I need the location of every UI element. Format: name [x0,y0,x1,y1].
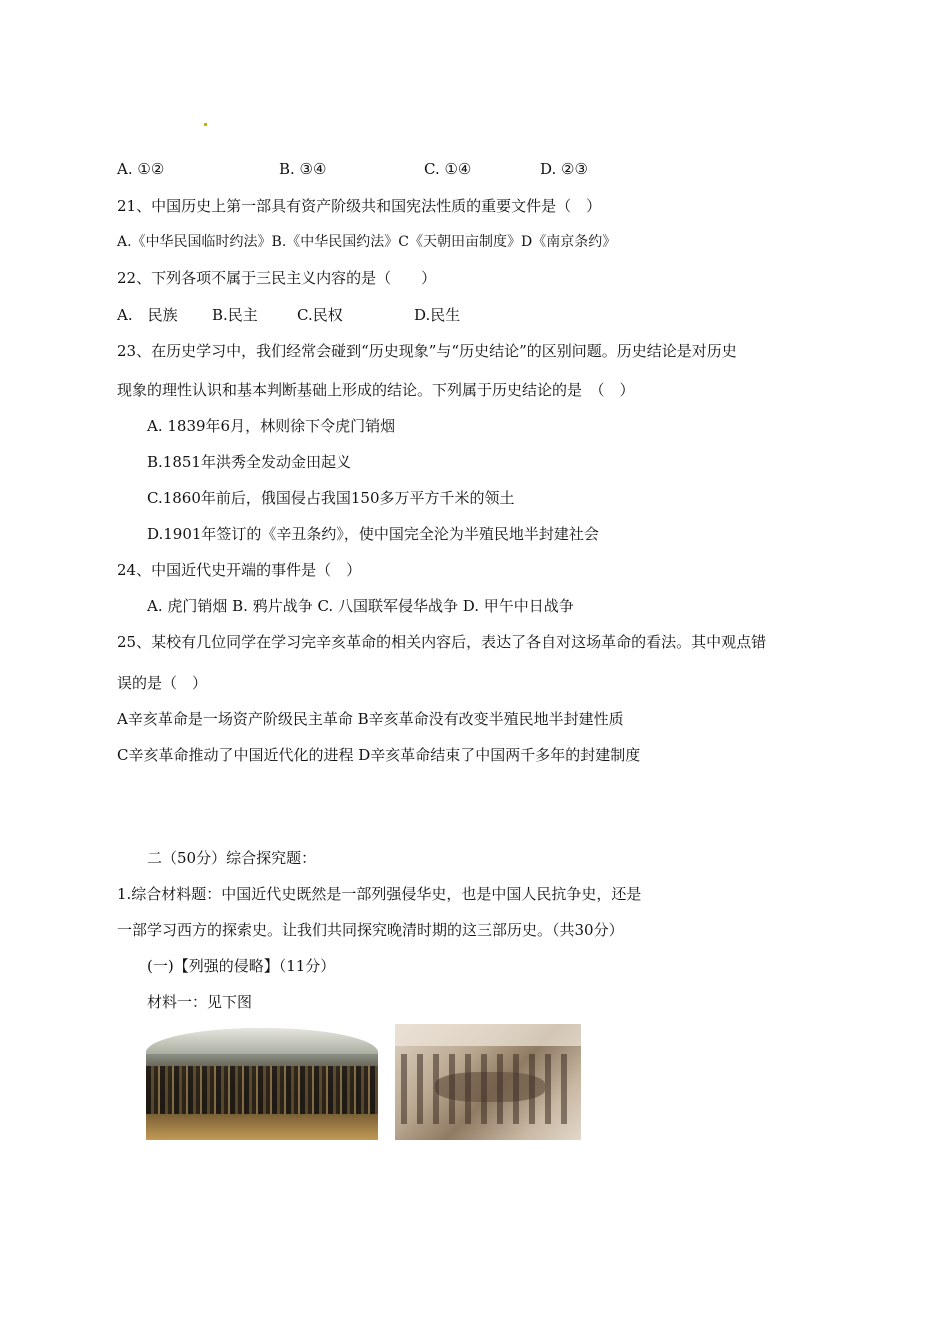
q20-option-b: B. ③④ [279,160,327,178]
q24-options: A. 虎门销烟 B. 鸦片战争 C. 八国联军侵华战争 D. 甲午中日战争 [147,597,574,615]
q22-stem: 22、下列各项不属于三民主义内容的是（ ） [117,269,437,287]
q20-option-d: D. ②③ [540,160,588,178]
q25-stem-line2: 误的是（ ） [117,674,208,692]
stray-mark [204,123,207,126]
section2-title: 二（50分）综合探究题： [147,849,317,867]
q22-option-d: D.民生 [414,306,461,324]
q20-option-c: C. ①④ [424,160,472,178]
q22-option-a: A. 民族 [117,306,178,324]
q25-options-line1: A辛亥革命是一场资产阶级民主革命 B辛亥革命没有改变半殖民地半封建性质 [117,710,624,728]
q21-stem: 21、中国历史上第一部具有资产阶级共和国宪法性质的重要文件是（ ） [117,197,602,215]
section2-material1-label: 材料一：见下图 [147,993,253,1011]
painting-ceiling [146,1028,378,1054]
q23-option-d: D.1901年签订的《辛丑条约》，使中国完全沦为半殖民地半封建社会 [147,525,599,543]
q20-option-a: A. ①② [117,160,165,178]
section2-sub1-heading: (一)【列强的侵略】（11分） [147,957,336,975]
section2-q1-line2: 一部学习西方的探索史。让我们共同探究晚清时期的这三部历史。（共30分） [117,921,624,939]
q25-options-line2: C辛亥革命推动了中国近代化的进程 D辛亥革命结束了中国两千多年的封建制度 [117,746,641,764]
q24-stem: 24、中国近代史开端的事件是（ ） [117,561,362,579]
q23-option-a: A. 1839年6月，林则徐下令虎门销烟 [147,417,396,435]
q22-option-b: B.民主 [212,306,258,324]
treaty-signing-painting [146,1028,378,1140]
painting-floor [146,1114,378,1140]
painting-crowd [146,1066,378,1116]
negotiation-photograph [395,1024,581,1140]
photo-figures [401,1054,575,1124]
q22-option-c: C.民权 [297,306,343,324]
section2-q1-line1: 1.综合材料题：中国近代史既然是一部列强侵华史，也是中国人民抗争史，还是 [117,885,642,903]
q25-stem-line1: 25、某校有几位同学在学习完辛亥革命的相关内容后，表达了各自对这场革命的看法。其中观点错 [117,633,767,651]
q21-options: A.《中华民国临时约法》B.《中华民国约法》C《天朝田亩制度》D《南京条约》 [117,234,617,250]
q23-stem-line1: 23、在历史学习中，我们经常会碰到“历史现象”与“历史结论”的区别问题。历史结论是对历史 [117,342,737,360]
q23-option-c: C.1860年前后，俄国侵占我国150多万平方千米的领土 [147,489,515,507]
photo-wall [395,1024,581,1046]
q23-stem-line2: 现象的理性认识和基本判断基础上形成的结论。下列属于历史结论的是 （ ） [117,381,635,399]
q23-option-b: B.1851年洪秀全发动金田起义 [147,453,351,471]
